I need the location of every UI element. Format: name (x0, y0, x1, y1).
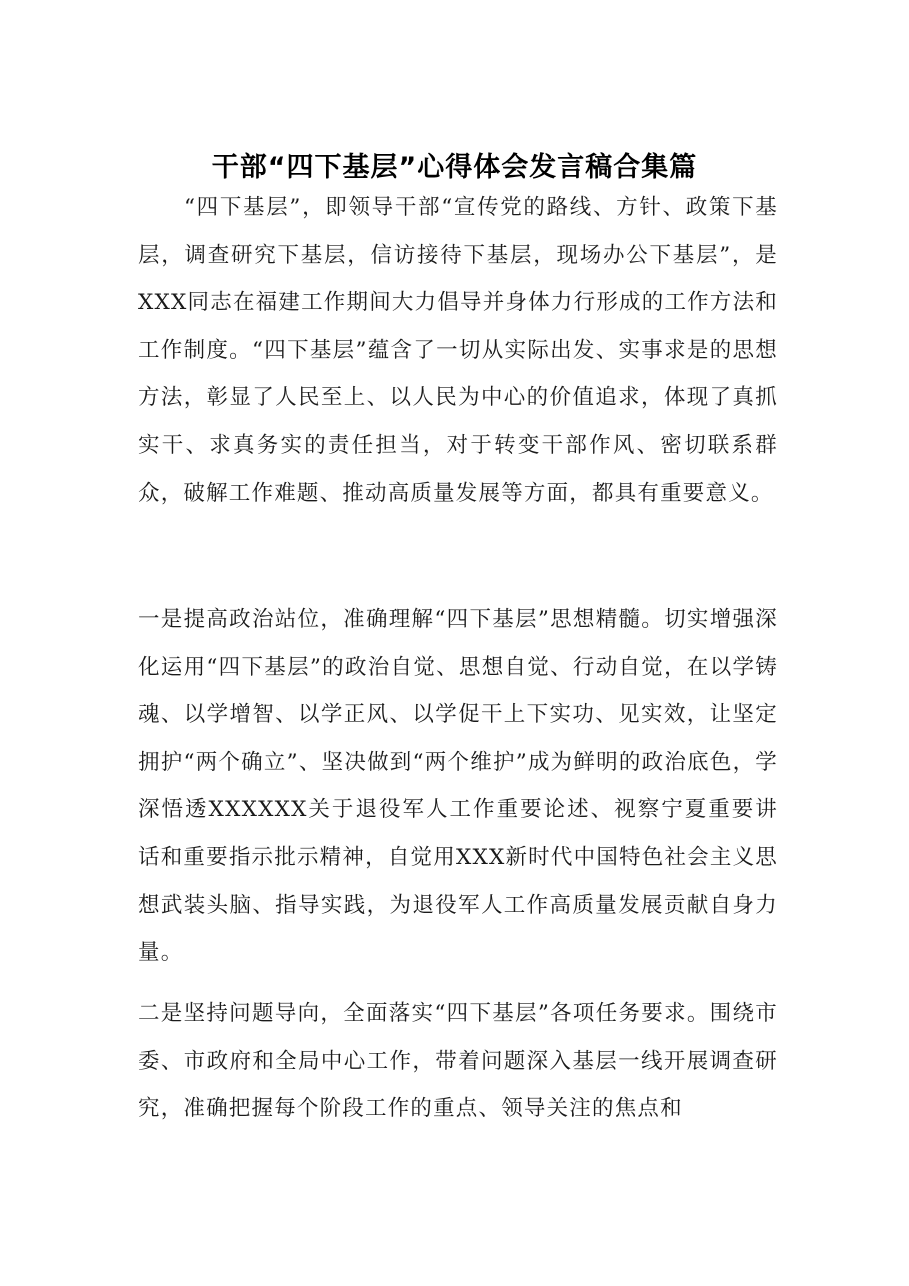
paragraph-point-one: 一是提高政治站位，准确理解“四下基层”思想精髓。切实增强深化运用“四下基层”的政治自觉、思想自觉、行动自觉，在以学铸魂、以学增智、以学正风、以学促干上下实功、见实效，让坚定拥护“两个确立”、坚决做到“两个维护”成为鲜明的政治底色，学深悟透XXXXXX关于退役军人工作重要论述、视察宁夏重要讲话和重要指示批示精神，自觉用XXX新时代中国特色社会主义思想武装头脑、指导实践，为退役军人工作高质量发展贡献自身力量。 (138, 607, 778, 966)
paragraph-intro: “四下基层”，即领导干部“宣传党的路线、方针、政策下基层，调查研究下基层，信访接待下基层，现场办公下基层”，是XXX同志在福建工作期间大力倡导并身体力行形成的工作方法和工作制度。“四下基层”蕴含了一切从实际出发、实事求是的思想方法，彰显了人民至上、以人民为中心的价值追求，体现了真抓实干、求真务实的责任担当，对于转变干部作风、密切联系群众，破解工作难题、推动高质量发展等方面，都具有重要意义。 (138, 195, 778, 506)
paragraph-point-two: 二是坚持问题导向，全面落实“四下基层”各项任务要求。围绕市委、市政府和全局中心工作，带着问题深入基层一线开展调查研究，准确把握每个阶段工作的重点、领导关注的焦点和 (138, 1001, 778, 1122)
document-title: 干部“四下基层”心得体会发言稿合集篇 (211, 152, 698, 183)
